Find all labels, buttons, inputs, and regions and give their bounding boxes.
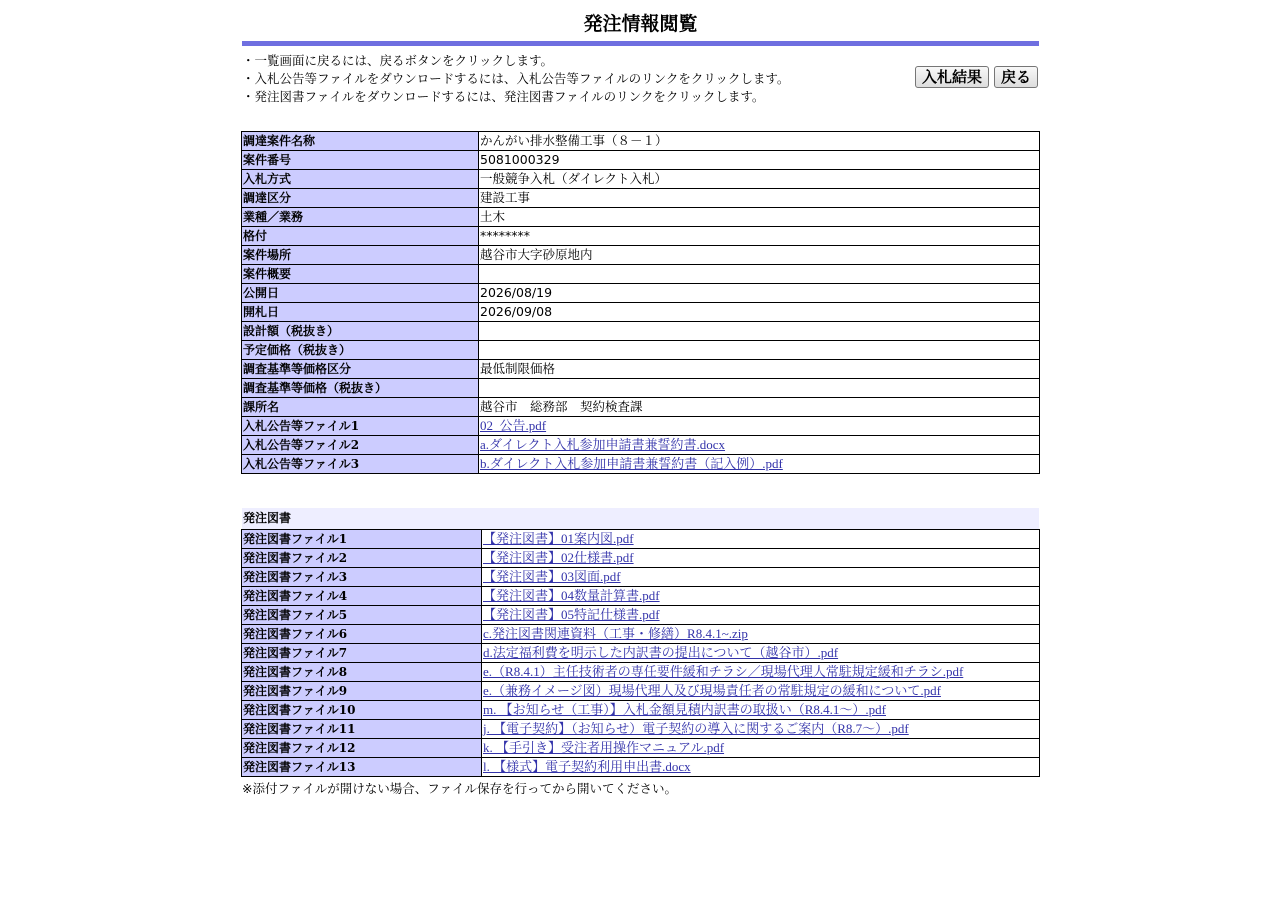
field-value: 土木 xyxy=(479,208,1040,227)
field-value xyxy=(479,455,1040,474)
detail-row xyxy=(242,246,1040,265)
order-document-row xyxy=(242,682,1040,701)
field-label: 発注図書ファイル8 xyxy=(242,663,482,682)
order-document-row xyxy=(242,549,1040,568)
file-download-link[interactable]: l. 【様式】電子契約利用申出書.docx xyxy=(483,759,691,774)
file-download-link[interactable]: e.（兼務イメージ図）現場代理人及び現場責任者の常駐規定の緩和について.pdf xyxy=(483,683,941,698)
order-documents-heading: 発注図書 xyxy=(242,508,1039,529)
detail-row xyxy=(242,170,1040,189)
field-value xyxy=(479,436,1040,455)
file-download-link[interactable]: b.ダイレクト入札参加申請書兼誓約書（記入例）.pdf xyxy=(480,456,783,471)
field-label: 公開日 xyxy=(242,284,479,303)
detail-row xyxy=(242,322,1040,341)
order-document-row xyxy=(242,701,1040,720)
detail-row xyxy=(242,227,1040,246)
field-value xyxy=(482,758,1040,777)
detail-row xyxy=(242,265,1040,284)
field-label: 発注図書ファイル10 xyxy=(242,701,482,720)
field-value xyxy=(482,644,1040,663)
file-download-link[interactable]: a.ダイレクト入札参加申請書兼誓約書.docx xyxy=(480,437,726,452)
field-label: 調査基準等価格（税抜き） xyxy=(242,379,479,398)
field-value: 5081000329 xyxy=(479,151,1040,170)
field-value: 2026/09/08 xyxy=(479,303,1040,322)
field-label: 業種／業務 xyxy=(242,208,479,227)
order-document-row xyxy=(242,644,1040,663)
order-documents-table xyxy=(241,529,1040,777)
field-label: 入札公告等ファイル1 xyxy=(242,417,479,436)
detail-row xyxy=(242,189,1040,208)
field-label: 発注図書ファイル5 xyxy=(242,606,482,625)
order-document-row xyxy=(242,739,1040,758)
field-value xyxy=(479,265,1040,284)
field-value xyxy=(482,701,1040,720)
field-value xyxy=(482,587,1040,606)
field-label: 調査基準等価格区分 xyxy=(242,360,479,379)
field-value xyxy=(482,568,1040,587)
order-document-row xyxy=(242,625,1040,644)
file-download-link[interactable]: 02_公告.pdf xyxy=(480,418,547,433)
field-value xyxy=(482,739,1040,758)
file-download-link[interactable]: 【発注図書】02仕様書.pdf xyxy=(483,550,634,565)
field-label: 予定価格（税抜き） xyxy=(242,341,479,360)
field-value: かんがい排水整備工事（８－１） xyxy=(479,132,1040,151)
field-value: 建設工事 xyxy=(479,189,1040,208)
order-document-row xyxy=(242,606,1040,625)
field-label: 発注図書ファイル12 xyxy=(242,739,482,758)
button-group xyxy=(914,66,1038,88)
file-download-link[interactable]: k. 【手引き】受注者用操作マニュアル.pdf xyxy=(483,740,725,755)
field-label: 設計額（税抜き） xyxy=(242,322,479,341)
file-download-link[interactable]: 【発注図書】04数量計算書.pdf xyxy=(483,588,660,603)
field-label: 発注図書ファイル3 xyxy=(242,568,482,587)
field-value: 最低制限価格 xyxy=(479,360,1040,379)
field-label: 発注図書ファイル2 xyxy=(242,549,482,568)
order-document-row xyxy=(242,758,1040,777)
order-document-row xyxy=(242,568,1040,587)
field-value xyxy=(482,663,1040,682)
field-value xyxy=(482,625,1040,644)
page-title: 発注情報閲覧 xyxy=(583,13,698,35)
field-value xyxy=(482,720,1040,739)
field-label: 発注図書ファイル4 xyxy=(242,587,482,606)
field-label: 発注図書ファイル11 xyxy=(242,720,482,739)
detail-row xyxy=(242,284,1040,303)
file-download-link[interactable]: c.発注図書関連資料（工事・修繕）R8.4.1~.zip xyxy=(483,626,748,641)
details-table xyxy=(241,131,1040,474)
announcement-file-row xyxy=(242,417,1040,436)
field-label: 案件番号 xyxy=(242,151,479,170)
file-download-link[interactable]: d.法定福利費を明示した内訳書の提出について（越谷市）.pdf xyxy=(483,645,839,660)
instruction-line: ・発注図書ファイルをダウンロードするには、発注図書ファイルのリンクをクリックします。 xyxy=(242,89,765,104)
instructions xyxy=(242,52,1039,112)
field-value xyxy=(482,606,1040,625)
page-container xyxy=(242,0,1039,797)
field-value: 一般競争入札（ダイレクト入札） xyxy=(479,170,1040,189)
field-label: 入札公告等ファイル3 xyxy=(242,455,479,474)
field-label: 調達案件名称 xyxy=(242,132,479,151)
detail-row xyxy=(242,341,1040,360)
order-document-row xyxy=(242,530,1040,549)
field-label: 発注図書ファイル7 xyxy=(242,644,482,663)
order-document-row xyxy=(242,720,1040,739)
field-value: 越谷市大字砂原地内 xyxy=(479,246,1040,265)
detail-row xyxy=(242,151,1040,170)
footer-note: ※添付ファイルが開けない場合、ファイル保存を行ってから開いてください。 xyxy=(242,781,677,796)
field-label: 発注図書ファイル1 xyxy=(242,530,482,549)
field-label: 案件場所 xyxy=(242,246,479,265)
back-button[interactable]: 戻る xyxy=(994,66,1038,88)
title-divider xyxy=(242,41,1039,46)
announcement-file-row xyxy=(242,436,1040,455)
detail-row xyxy=(242,208,1040,227)
instruction-line: ・一覧画面に戻るには、戻るボタンをクリックします。 xyxy=(242,53,554,68)
file-download-link[interactable]: e.（R8.4.1）主任技術者の専任要件緩和チラシ／現場代理人常駐規定緩和チラシ.pdf xyxy=(483,664,964,679)
detail-row xyxy=(242,398,1040,417)
instruction-line: ・入札公告等ファイルをダウンロードするには、入札公告等ファイルのリンクをクリックします。 xyxy=(242,71,790,86)
field-value xyxy=(479,417,1040,436)
detail-row xyxy=(242,303,1040,322)
field-value xyxy=(482,682,1040,701)
field-value xyxy=(479,322,1040,341)
field-value: 越谷市 総務部 契約検査課 xyxy=(479,398,1040,417)
field-value xyxy=(479,341,1040,360)
file-download-link[interactable]: m. 【お知らせ（工事）】入札金額見積内訳書の取扱い（R8.4.1～）.pdf xyxy=(483,702,886,717)
detail-row xyxy=(242,379,1040,398)
field-value: 2026/08/19 xyxy=(479,284,1040,303)
field-label: 入札方式 xyxy=(242,170,479,189)
bid-results-button[interactable]: 入札結果 xyxy=(915,66,989,88)
field-label: 案件概要 xyxy=(242,265,479,284)
file-download-link[interactable]: 【発注図書】05特記仕様書.pdf xyxy=(483,607,660,622)
field-value: ******** xyxy=(479,227,1040,246)
field-label: 課所名 xyxy=(242,398,479,417)
detail-row xyxy=(242,132,1040,151)
order-document-row xyxy=(242,587,1040,606)
file-download-link[interactable]: j. 【電子契約】（お知らせ）電子契約の導入に関するご案内（R8.7～）.pdf xyxy=(483,721,909,736)
field-label: 格付 xyxy=(242,227,479,246)
file-download-link[interactable]: 【発注図書】03図面.pdf xyxy=(483,569,621,584)
field-label: 発注図書ファイル6 xyxy=(242,625,482,644)
field-label: 発注図書ファイル13 xyxy=(242,758,482,777)
order-document-row xyxy=(242,663,1040,682)
field-label: 発注図書ファイル9 xyxy=(242,682,482,701)
field-label: 調達区分 xyxy=(242,189,479,208)
field-label: 入札公告等ファイル2 xyxy=(242,436,479,455)
field-value xyxy=(482,530,1040,549)
field-value xyxy=(482,549,1040,568)
field-label: 開札日 xyxy=(242,303,479,322)
announcement-file-row xyxy=(242,455,1040,474)
field-value xyxy=(479,379,1040,398)
file-download-link[interactable]: 【発注図書】01案内図.pdf xyxy=(483,531,634,546)
detail-row xyxy=(242,360,1040,379)
